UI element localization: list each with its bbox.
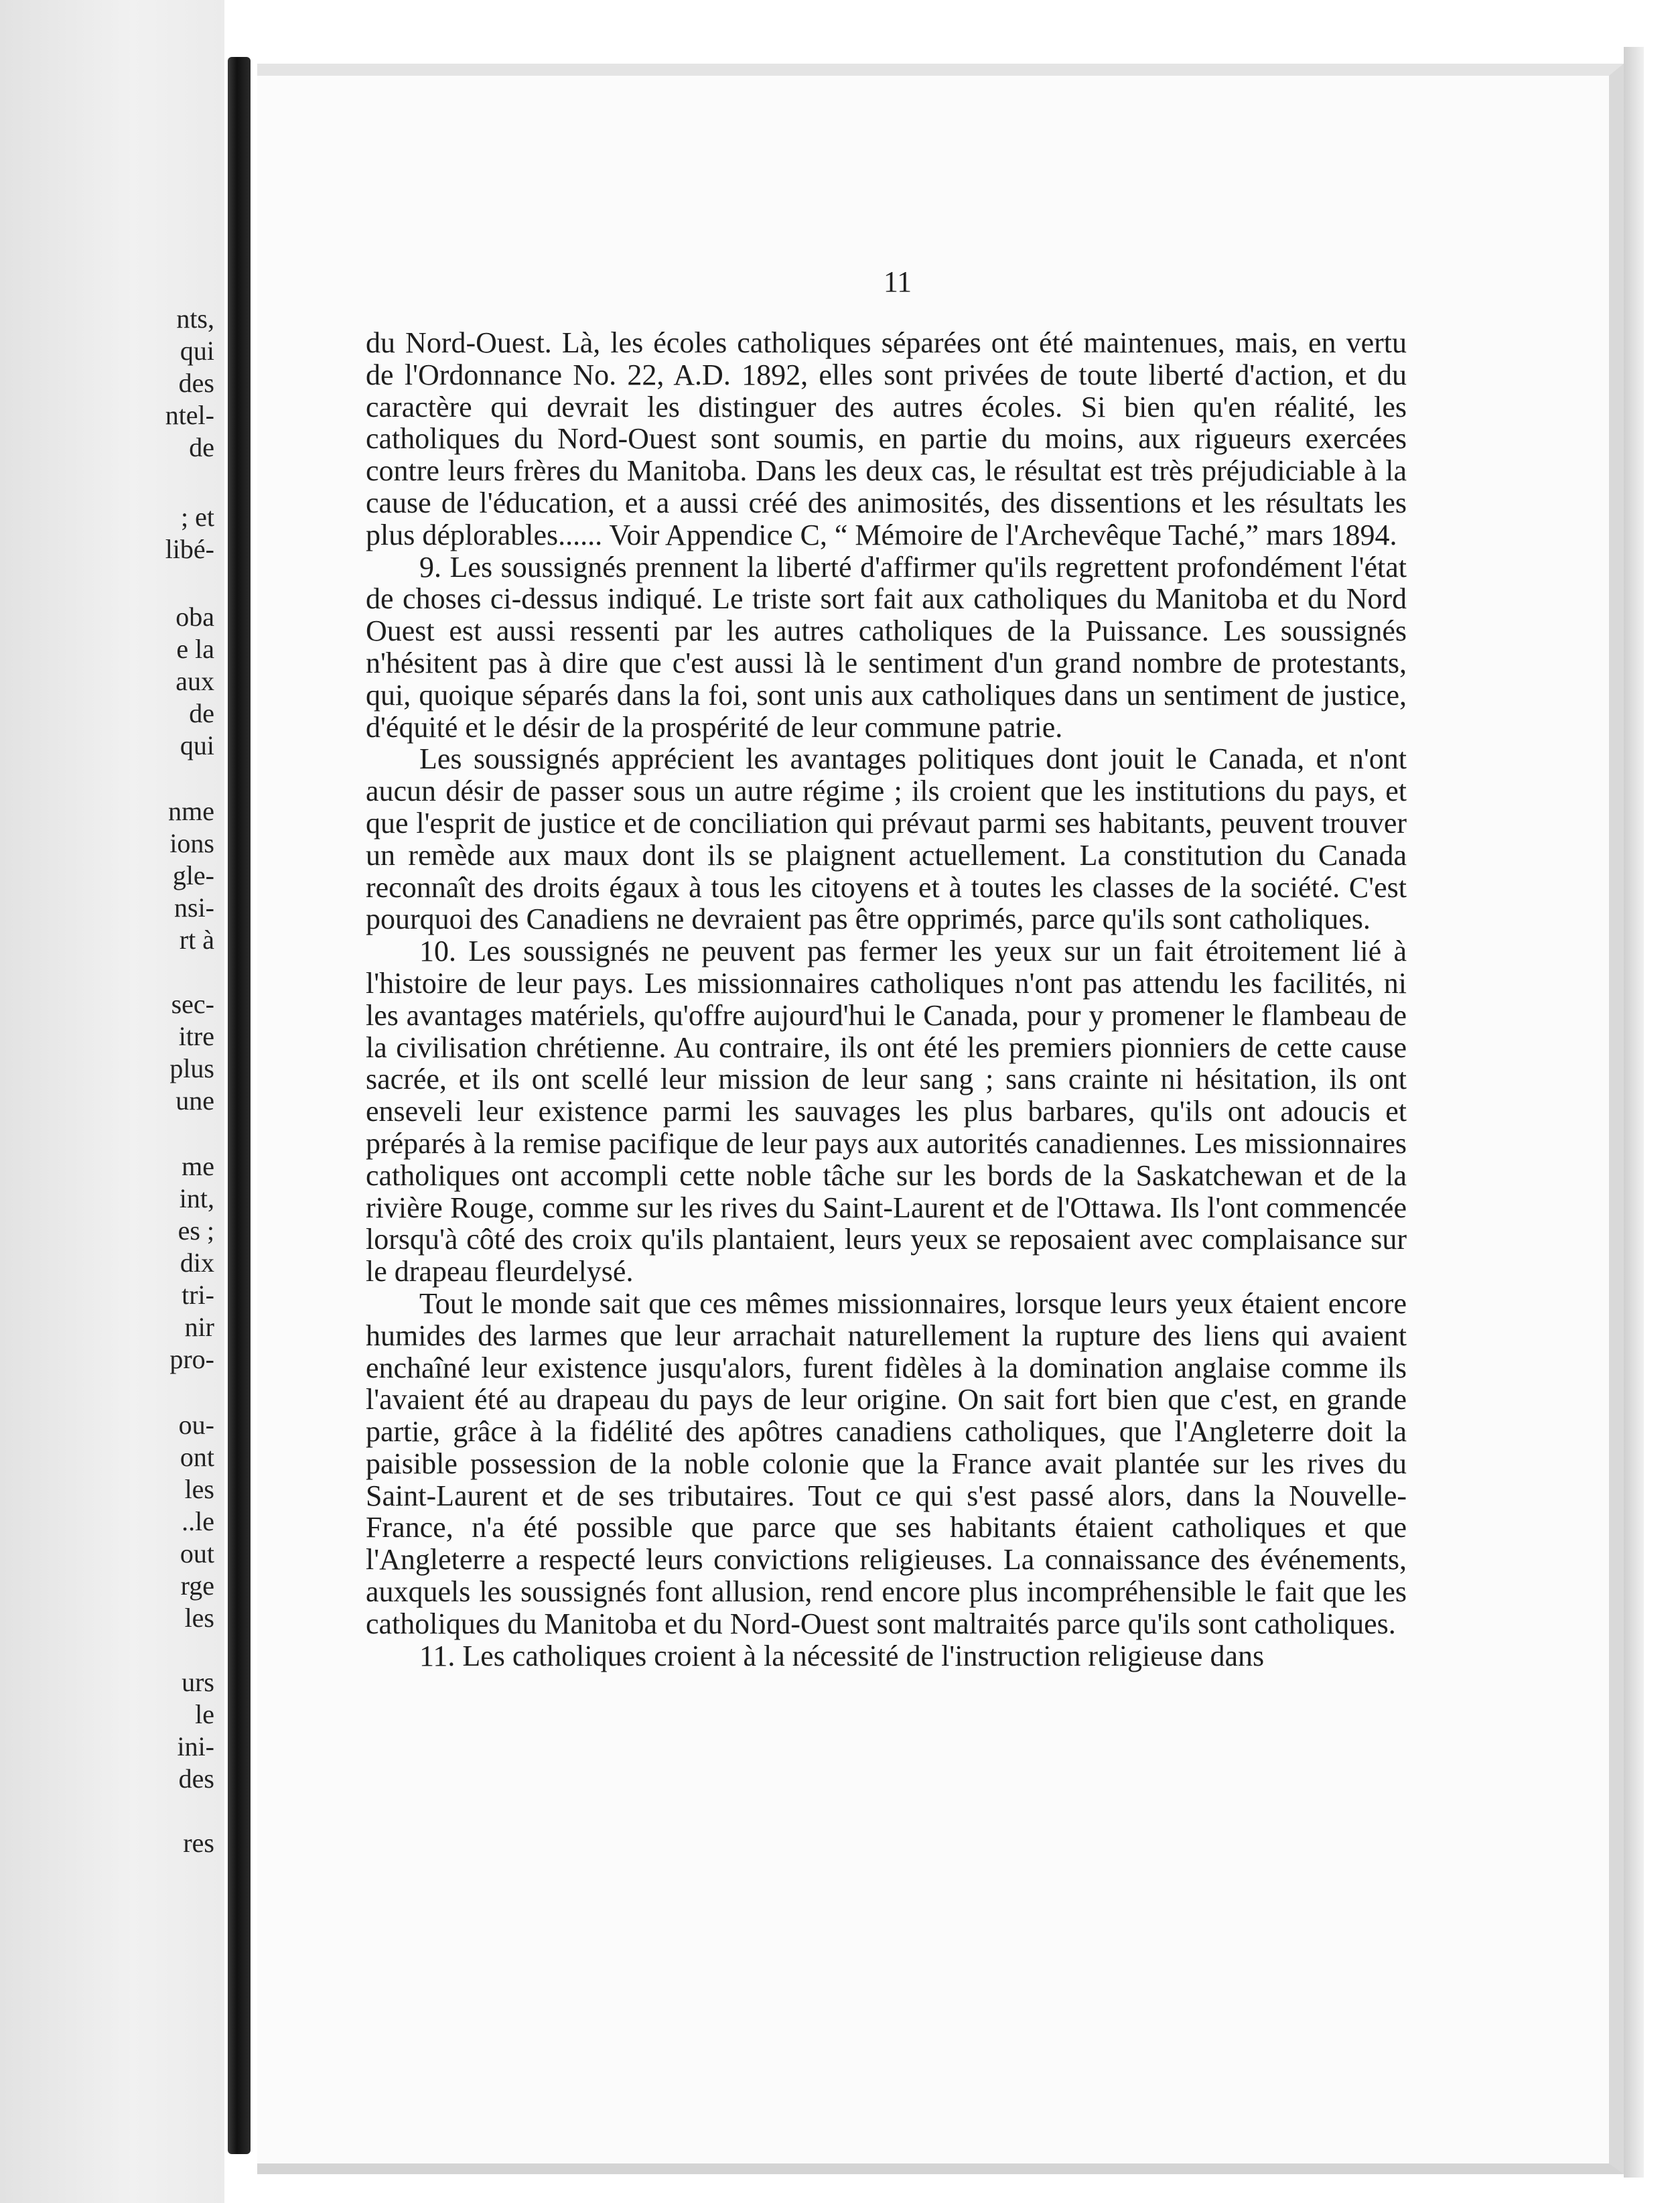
left-fragment: les bbox=[184, 1603, 214, 1633]
left-fragment: aux bbox=[176, 666, 214, 696]
left-fragment: nir bbox=[184, 1312, 214, 1342]
left-fragment: ont bbox=[180, 1442, 214, 1472]
left-fragment: res bbox=[183, 1828, 214, 1858]
left-fragment: int, bbox=[179, 1183, 214, 1213]
left-fragment: me bbox=[182, 1151, 214, 1181]
left-fragment: gle- bbox=[172, 860, 214, 890]
left-fragment: ; et bbox=[181, 502, 214, 532]
left-fragment: es ; bbox=[178, 1215, 214, 1246]
left-fragment: ions bbox=[169, 828, 214, 858]
document-body bbox=[366, 327, 1407, 1672]
left-fragment: oba bbox=[176, 602, 214, 632]
left-fragment: ..le bbox=[182, 1506, 214, 1536]
left-fragment: urs bbox=[182, 1667, 214, 1697]
left-fragment: nme bbox=[168, 796, 214, 826]
left-fragment: itre bbox=[178, 1021, 214, 1051]
left-fragment: out bbox=[180, 1538, 214, 1568]
paragraph: Tout le monde sait que ces mêmes missionnaires, lorsque leurs yeux étaient encore humides des larmes que leur arrachait naturellement la rupture des liens qui avaient enchaîné leur existence jusqu'alors, furent fidèles à la domination anglaise comme ils l'avaient été au drapeau du pays de leur origine. On sait fort bien que c'est, en grande partie, grâce à la fidélité des apôtres canadiens catholiques, que l'Angleterre doit la paisible possession de la noble colonie que la France avait plantée sur les rives du Saint-Laurent et de ses tributaires. Tout ce qui s'est passé alors, dans la Nouvelle-France, n'a été possible que parce que ses habitants étaient catholiques et que l'Angleterre a respecté leurs convictions religieuses. La connaissance des événements, auxquels les soussignés font allusion, rend encore plus incompréhensible le fait que les catholiques du Manitoba et du Nord-Ouest sont maltraités parce qu'ils sont catholiques. bbox=[366, 1286, 1407, 1640]
previous-page-edge bbox=[0, 0, 224, 2203]
left-fragment: une bbox=[176, 1085, 214, 1116]
left-fragment: plus bbox=[169, 1053, 214, 1083]
previous-page-text-fragments bbox=[0, 0, 221, 2203]
book-spine bbox=[228, 57, 251, 2154]
left-fragment: le bbox=[195, 1699, 214, 1729]
left-fragment: de bbox=[189, 698, 214, 728]
left-fragment: libé- bbox=[165, 534, 214, 564]
left-fragment: qui bbox=[180, 730, 214, 760]
page-edge-shadow bbox=[1624, 47, 1644, 2178]
left-fragment: tri- bbox=[182, 1280, 214, 1310]
left-fragment: dix bbox=[180, 1248, 214, 1278]
left-fragment: ntel- bbox=[165, 400, 214, 430]
left-fragment: ini- bbox=[177, 1731, 214, 1761]
left-fragment: rt à bbox=[179, 925, 214, 955]
left-fragment: rge bbox=[180, 1571, 214, 1601]
left-fragment: de bbox=[189, 432, 214, 462]
paragraph: Les soussignés apprécient les avantages politiques dont jouit le Canada, et n'ont aucun désir de passer sous un autre régime ; ils croient que les institutions du pays, et que l'esprit de justice et de conciliation qui prévaut parmi ses habitants, peuvent trouver un remède aux maux dont ils se plaignent actuellement. La constitution du Canada reconnaît des droits égaux à tous les citoyens et à toutes les classes de la société. C'est pourquoi des Canadiens ne devraient pas être opprimés, parce qu'ils sont catholiques. bbox=[366, 742, 1407, 936]
left-fragment: pro- bbox=[169, 1344, 214, 1374]
left-fragment: sec- bbox=[171, 989, 214, 1019]
paragraph-section-10: 10. Les soussignés ne peuvent pas fermer les yeux sur un fait étroitement lié à l'histoire de leur pays. Les missionnaires catholiques n'ont pas attendu les facilités, ni les avantages matériels, qu'offre aujourd'hui le Canada, pour y promener le flambeau de la civilisation chrétienne. Au contraire, ils ont été les premiers pionniers de cette cause sacrée, et ils ont scellé leur mission de leur sang ; sans crainte ni hésitation, ils ont enseveli leur existence parmi les sauvages les plus barbares, qu'ils ont adoucis et préparés à la remise pacifique de leur pays aux autorités canadiennes. Les missionnaires catholiques ont accompli cette noble tâche sur les bords de la Saskatchewan et de la rivière Rouge, comme sur les rives du Saint-Laurent et de l'Ottawa. Ils l'ont commencée lorsqu'à côté des croix qu'ils plantaient, leurs yeux se reposaient avec complaisance sur le drapeau fleurdelysé. bbox=[366, 935, 1407, 1288]
left-fragment: des bbox=[178, 368, 214, 398]
paragraph-section-9: 9. Les soussignés prennent la liberté d'affirmer qu'ils regrettent profondément l'état de choses ci-dessus indiqué. Le triste sort fait aux catholiques du Manitoba et du Nord Ouest est aussi ressenti par les autres catholiques de la Puissance. Les soussignés n'hésitent pas à dire que c'est aussi là le sentiment d'un grand nombre de protestants, qui, quoique séparés dans la foi, sont unis aux catholiques dans un sentiment de justice, d'équité et le désir de la prospérité de leur commune patrie. bbox=[366, 550, 1407, 744]
left-fragment: nsi- bbox=[174, 892, 214, 923]
page-number: 11 bbox=[883, 265, 912, 298]
paragraph-section-11: 11. Les catholiques croient à la nécessité de l'instruction religieuse dans bbox=[419, 1639, 1265, 1672]
left-fragment: qui bbox=[180, 336, 214, 366]
left-fragment: nts, bbox=[176, 304, 214, 334]
left-fragment: ou- bbox=[178, 1410, 214, 1440]
left-fragment: e la bbox=[176, 634, 214, 664]
left-fragment: des bbox=[178, 1763, 214, 1794]
paragraph-continuation: du Nord-Ouest. Là, les écoles catholiques séparées ont été maintenues, mais, en vertu de l'Ordonnance No. 22, A.D. 1892, elles sont privées de toute liberté d'action, et du caractère qui devrait les distinguer des autres écoles. Si bien qu'en réalité, les catholiques du Nord-Ouest sont soumis, en partie du moins, aux rigueurs exercées contre leurs frères du Manitoba. Dans les deux cas, le résultat est très préjudiciable à la cause de l'éducation, et a aussi créé des animosités, des dissentions et les résultats les plus déplorables...... Voir Appendice C, “ Mémoire de l'Archevêque Taché,” mars 1894. bbox=[366, 326, 1407, 551]
left-fragment: les bbox=[184, 1474, 214, 1504]
